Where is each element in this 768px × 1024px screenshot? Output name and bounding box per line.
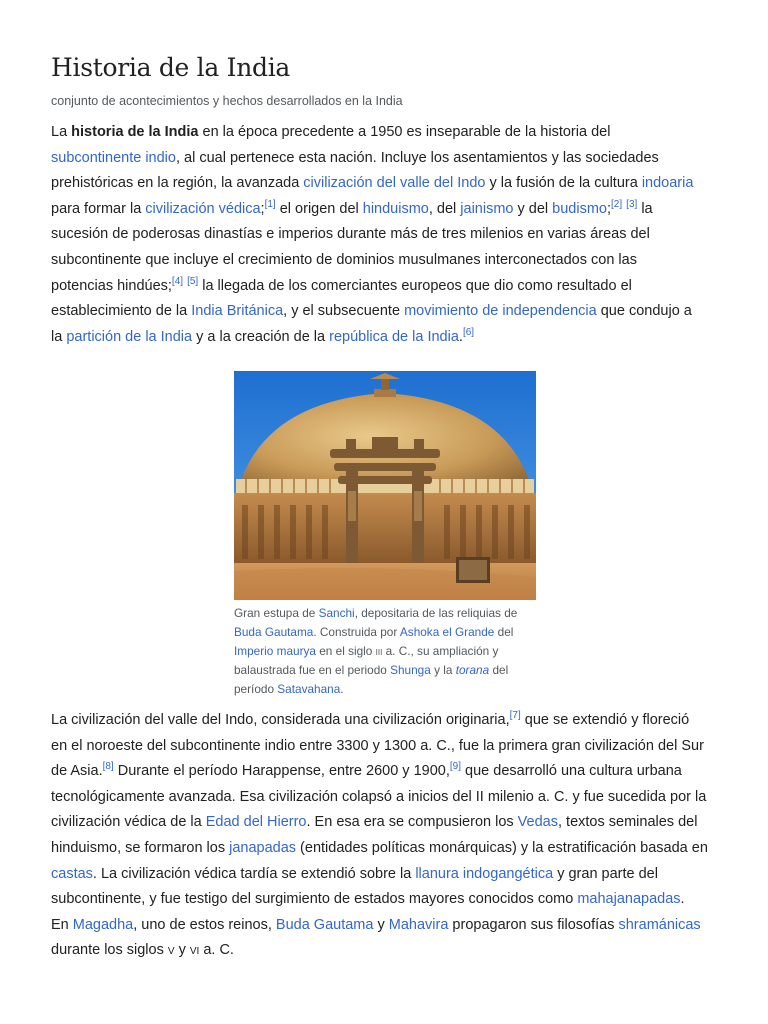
ref-6[interactable]: [6]	[462, 326, 475, 338]
link-budismo[interactable]: budismo	[552, 200, 607, 217]
figure-sanchi	[234, 371, 536, 699]
text: durante los siglos	[51, 942, 168, 959]
link-buda-gautama-2[interactable]: Buda Gautama	[275, 916, 374, 933]
text-line	[51, 836, 731, 862]
intro-paragraph	[51, 120, 731, 350]
text: .	[680, 891, 685, 908]
link-mahajanapadas[interactable]: mahajanapadas	[577, 891, 681, 908]
text: balaustrada fue en el periodo	[234, 663, 391, 677]
link-jainismo[interactable]: jainismo	[460, 200, 514, 217]
text: civilización védica de la	[51, 814, 206, 831]
link-shramanicas[interactable]: shramánicas	[618, 916, 701, 933]
text: del	[494, 625, 514, 639]
text: que condujo a	[596, 303, 692, 320]
text: .	[458, 328, 463, 345]
text-line	[51, 759, 731, 785]
text: a. C.	[199, 942, 234, 959]
link-mahavira[interactable]: Mahavira	[388, 916, 449, 933]
text: La civilización del valle del Indo, considerada una civilización originaria,	[51, 712, 510, 728]
link-llanura-indogangetica[interactable]: llanura indogangética	[415, 865, 554, 882]
link-movimiento-independencia[interactable]: movimiento de independencia	[404, 303, 597, 320]
page-title: Historia de la India	[51, 53, 290, 82]
text: en el siglo	[315, 644, 376, 658]
ref-4[interactable]: [4]	[171, 275, 184, 287]
figure-caption	[234, 604, 536, 699]
caption-line	[234, 623, 536, 642]
roman-numeral: v	[167, 942, 175, 959]
text-line: en el noroeste del subcontinente indio entre 3300 y 1300 a. C., fue la primera gran civilización del Sur	[51, 737, 704, 754]
link-torana[interactable]: torana	[455, 663, 490, 677]
text: , uno de estos reinos,	[133, 916, 276, 933]
text: y la	[430, 663, 456, 677]
text: y del	[513, 200, 553, 217]
text: , al cual pertenece esta nación. Incluye los asentamientos y las sociedades	[175, 149, 659, 166]
ref-9[interactable]: [9]	[449, 761, 461, 773]
text: , depositaria de las reliquias de	[354, 606, 518, 620]
text: para formar la	[51, 200, 146, 217]
text: prehistóricas en la región, la avanzada	[51, 175, 304, 192]
ref-2[interactable]: [2]	[611, 198, 623, 210]
text: el origen del	[275, 200, 363, 217]
link-ashoka[interactable]: Ashoka el Grande	[399, 625, 495, 639]
link-sanchi[interactable]: Sanchi	[318, 606, 355, 620]
text: de Asia.	[51, 763, 103, 780]
text: que se extendió y floreció	[520, 712, 690, 728]
text-line	[51, 325, 731, 351]
text: , y el subsecuente	[283, 303, 405, 320]
link-india-britanica[interactable]: India Británica	[191, 303, 284, 320]
link-castas[interactable]: castas	[51, 865, 93, 882]
caption-line	[234, 642, 536, 661]
text: , textos seminales del	[558, 814, 698, 831]
text-line	[51, 120, 731, 146]
text-line: tecnológicamente avanzada. Esa civilización colapsó a inicios del II milenio a. C. y fue sucedida por la	[51, 788, 707, 805]
text-line	[51, 197, 731, 223]
link-janapadas[interactable]: janapadas	[229, 839, 297, 856]
text: y la fusión de la cultura	[485, 175, 642, 192]
ref-1[interactable]: [1]	[264, 198, 276, 210]
ref-5[interactable]: [5]	[187, 275, 199, 287]
text: del	[489, 663, 509, 677]
text: subcontinente, y fue testigo del surgimiento de estados mayores conocidos como	[51, 891, 578, 908]
page-subtitle: conjunto de acontecimientos y hechos desarrollados en la India	[51, 94, 403, 108]
text: en la época precedente a 1950 es inseparable de la historia del	[198, 124, 611, 140]
text-line	[51, 810, 731, 836]
text: .	[340, 682, 344, 696]
text: . La civilización védica tardía se extendió sobre la	[92, 865, 416, 882]
text: Durante el período Harappense, entre 2600 y 1900,	[113, 763, 450, 780]
text-line	[51, 146, 731, 172]
text: En	[51, 916, 73, 933]
text: la	[637, 200, 653, 217]
roman-numeral: vi	[189, 942, 200, 959]
link-magadha[interactable]: Magadha	[72, 916, 134, 933]
text: la llegada de los comerciantes europeos que dio como resultado el	[198, 277, 632, 294]
link-indoaria[interactable]: indoaria	[641, 175, 694, 192]
text: y	[174, 942, 190, 959]
roman-numeral: iii	[375, 644, 383, 658]
text: ;	[606, 200, 612, 217]
text: La	[51, 124, 72, 140]
text: a. C., su ampliación y	[382, 644, 499, 658]
text: , del	[428, 200, 461, 217]
text: . En esa era se compusieron los	[306, 814, 518, 831]
text: y a la creación de la	[192, 328, 330, 345]
bold-term: historia de la India	[71, 124, 199, 140]
caption-line	[234, 680, 536, 699]
text: Gran estupa de	[234, 606, 319, 620]
text-line	[51, 913, 731, 939]
text: y gran parte del	[553, 865, 658, 882]
link-civilizacion-valle-indo[interactable]: civilización del valle del Indo	[303, 175, 486, 192]
text: período	[234, 682, 278, 696]
text: que desarrolló una cultura urbana	[461, 763, 682, 780]
text: . Construida por	[313, 625, 400, 639]
text-line	[51, 938, 731, 964]
link-republica-india[interactable]: república de la India	[329, 328, 459, 345]
link-vedas[interactable]: Vedas	[517, 814, 558, 831]
link-particion-india[interactable]: partición de la India	[66, 328, 193, 345]
caption-line	[234, 661, 536, 680]
text: (entidades políticas monárquicas) y la estratificación basada en	[296, 839, 708, 856]
ref-8[interactable]: [8]	[102, 761, 114, 773]
link-hinduismo[interactable]: hinduismo	[362, 200, 429, 217]
text: potencias hindúes;	[51, 277, 172, 294]
text-line: subcontinente que incluye el crecimiento de dominios musulmanes interconectados con las	[51, 251, 637, 268]
text: la	[51, 328, 67, 345]
text: establecimiento de la	[51, 303, 192, 320]
text: propagaron sus filosofías	[448, 916, 619, 933]
text-line	[51, 171, 731, 197]
second-paragraph	[51, 708, 731, 964]
text: hinduismo, se formaron los	[51, 839, 230, 856]
link-subcontinente-indio[interactable]: subcontinente indio	[51, 149, 176, 166]
ref-7[interactable]: [7]	[509, 710, 521, 722]
text-line	[51, 708, 731, 734]
link-buda-gautama[interactable]: Buda Gautama	[234, 625, 314, 639]
link-edad-hierro[interactable]: Edad del Hierro	[205, 814, 307, 831]
ref-3[interactable]: [3]	[626, 198, 638, 210]
text-line	[51, 887, 731, 913]
text-line	[51, 274, 731, 300]
text: y	[373, 916, 389, 933]
text-line: sucesión de poderosas dinastías e imperios durante más de tres milenios en varias áreas del	[51, 226, 650, 243]
link-satavahana[interactable]: Satavahana	[277, 682, 341, 696]
caption-line	[234, 604, 536, 623]
text-line	[51, 862, 731, 888]
stupa-photo[interactable]	[234, 371, 536, 600]
link-civilizacion-vedica[interactable]: civilización védica	[145, 200, 261, 217]
link-imperio-maurya[interactable]: Imperio maurya	[234, 644, 316, 658]
text-line	[51, 299, 731, 325]
text: ;	[260, 200, 265, 217]
link-shunga[interactable]: Shunga	[390, 663, 431, 677]
